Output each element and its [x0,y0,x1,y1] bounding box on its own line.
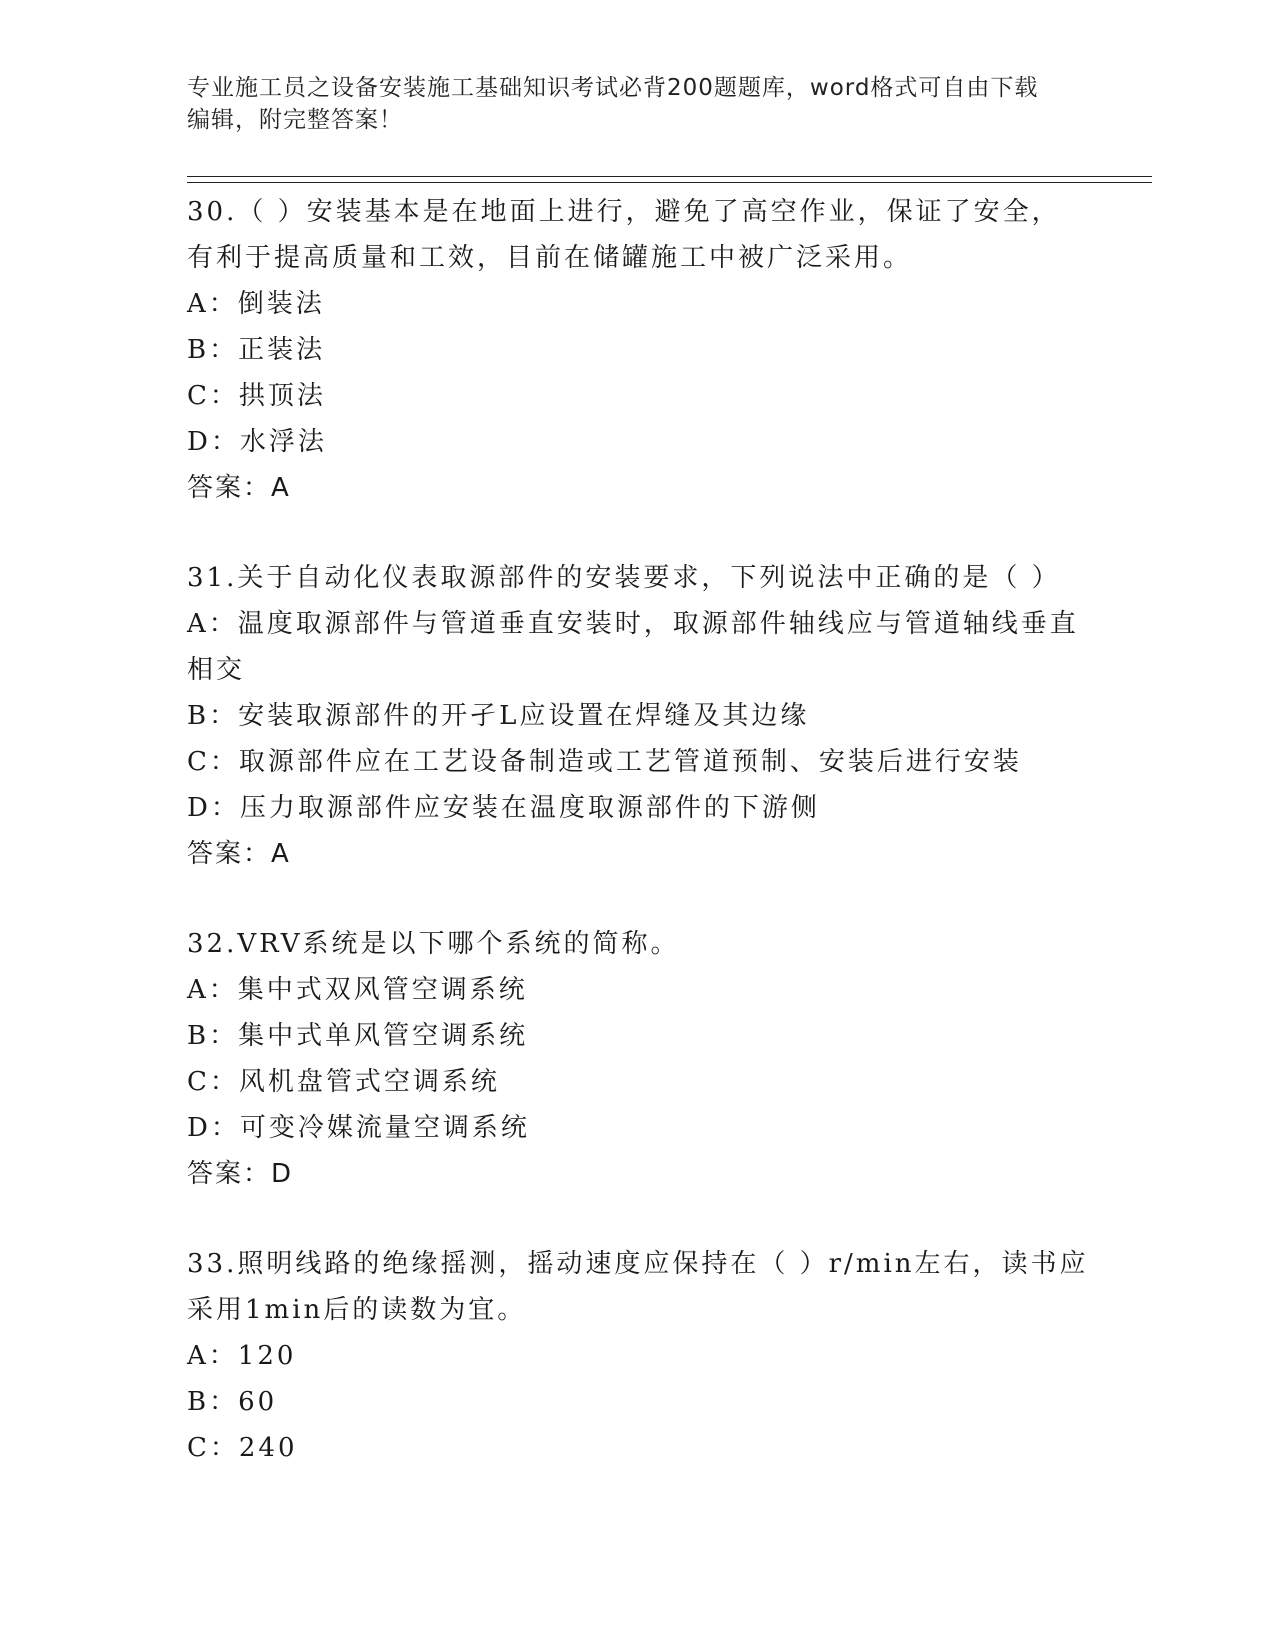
option-b: B：正装法 [187,335,326,365]
document-header [187,72,1107,136]
question-30 [187,189,1087,511]
option-b: B：60 [187,1387,278,1417]
option-c: C：风机盘管式空调系统 [187,1067,500,1097]
header-divider-top [187,176,1152,177]
option-b: B：安装取源部件的开孑L应设置在焊缝及其边缘 [187,701,810,731]
option-a: A：倒装法 [187,289,325,319]
option-a: A：集中式双风管空调系统 [187,975,528,1005]
option-b: B：集中式单风管空调系统 [187,1021,529,1051]
option-d: D：水浮法 [187,427,327,457]
question-stem-line: 有利于提高质量和工效，目前在储罐施工中被广泛采用。 [187,243,913,273]
answer-line: 答案：A [187,473,291,503]
header-line-2: 编辑，附完整答案！ [187,107,403,133]
question-stem-line: 31.关于自动化仪表取源部件的安装要求，下列说法中正确的是（ ） [187,563,1061,593]
option-a: A：温度取源部件与管道垂直安装时，取源部件轴线应与管道轴线垂直 [187,609,1079,639]
question-list [187,189,1087,1471]
option-c: C：拱顶法 [187,381,326,411]
question-32 [187,921,1087,1197]
question-33 [187,1241,1087,1471]
question-stem-line: 采用1min后的读数为宜。 [187,1295,527,1325]
question-stem-line: 33.照明线路的绝缘摇测，摇动速度应保持在（ ）r/min左右，读书应 [187,1249,1089,1279]
option-c: C：取源部件应在工艺设备制造或工艺管道预制、安装后进行安装 [187,747,1022,777]
question-stem-line: 32.VRV系统是以下哪个系统的简称。 [187,929,680,959]
question-31 [187,555,1087,877]
option-a: A：120 [187,1341,297,1371]
answer-line: 答案：A [187,839,291,869]
option-c: C：240 [187,1433,298,1463]
option-d: D：压力取源部件应安装在温度取源部件的下游侧 [187,793,820,823]
option-a-continued: 相交 [187,655,246,685]
header-line-1: 专业施工员之设备安装施工基础知识考试必背200题题库，word格式可自由下载 [187,75,1039,101]
header-divider-bottom [187,182,1152,183]
question-stem-line: 30.（ ）安装基本是在地面上进行，避免了高空作业，保证了安全， [187,197,1061,227]
answer-line: 答案：D [187,1159,294,1189]
option-d: D：可变冷媒流量空调系统 [187,1113,530,1143]
